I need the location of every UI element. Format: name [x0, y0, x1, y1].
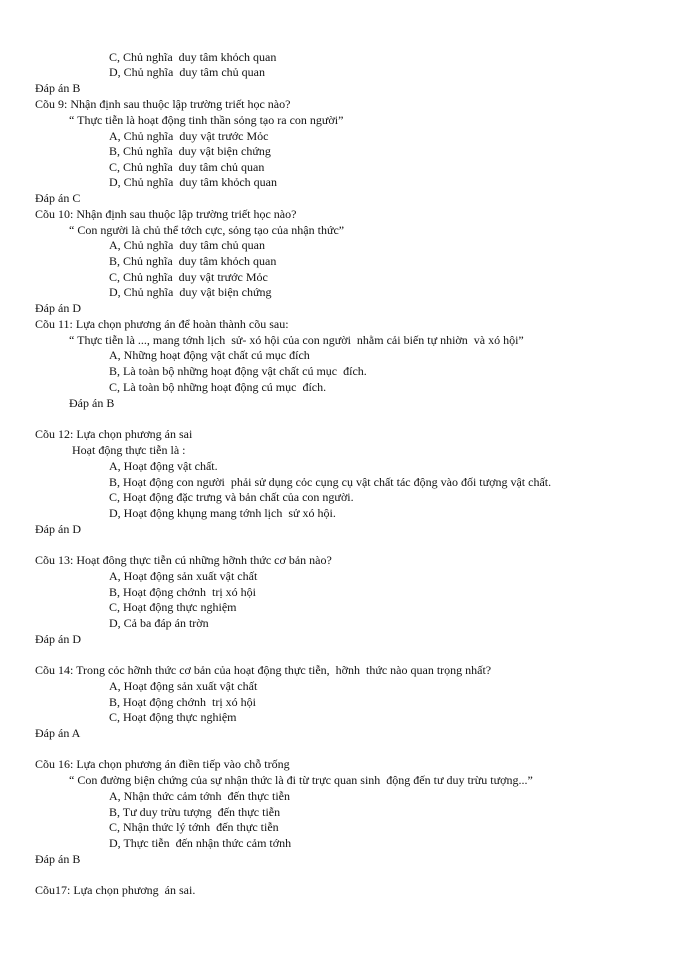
option-d: D, Chủ nghĩa duy tâm chủ quan — [109, 65, 265, 79]
option-d: D, Cả ba đáp án trờn — [109, 616, 209, 630]
option-b: B, Chủ nghĩa duy vật biện chứng — [109, 144, 271, 158]
question-12-stem: Hoạt động thực tiễn là : — [72, 443, 186, 457]
answer-key: Đáp án B — [35, 852, 81, 866]
question-9: Cõu 9: Nhận định sau thuộc lập trường triết học nào? — [35, 97, 291, 111]
option-a: A, Những hoạt động vật chất cú mục đích — [109, 348, 310, 362]
option-c: C, Hoạt động thực nghiệm — [109, 600, 237, 614]
answer-key: Đáp án B — [69, 396, 115, 410]
question-10-quote: “ Con người là chủ thể tớch cực, sỏng tạo của nhận thức” — [69, 223, 345, 237]
question-16-quote: “ Con đường biện chứng của sự nhận thức là đi từ trực quan sinh động đến tư duy trừu tượng...” — [69, 773, 533, 787]
option-c: C, Nhận thức lý tớnh đến thực tiễn — [109, 820, 279, 834]
answer-key: Đáp án D — [35, 632, 81, 646]
option-c: C, Chủ nghĩa duy vật trước Mỏc — [109, 270, 268, 284]
question-13: Cõu 13: Hoạt đông thực tiễn cú những hỡnh thức cơ bản nào? — [35, 553, 332, 567]
question-9-quote: “ Thực tiễn là hoạt động tinh thần sỏng tạo ra con người” — [69, 113, 344, 127]
answer-key: Đáp án D — [35, 301, 81, 315]
question-10: Cõu 10: Nhận định sau thuộc lập trường triết học nào? — [35, 207, 297, 221]
question-16: Cõu 16: Lựa chọn phương án điền tiếp vào chỗ trống — [35, 757, 290, 771]
answer-key: Đáp án B — [35, 81, 81, 95]
option-c: C, Chủ nghĩa duy tâm khỏch quan — [109, 50, 277, 64]
answer-key: Đáp án A — [35, 726, 81, 740]
option-c: C, Hoạt động đặc trưng và bản chất của con người. — [109, 490, 354, 504]
option-b: B, Tư duy trừu tượng đến thực tiễn — [109, 805, 281, 819]
option-d: D, Thực tiễn đến nhận thức cảm tớnh — [109, 836, 292, 850]
option-d: D, Chủ nghĩa duy vật biện chứng — [109, 285, 272, 299]
question-11-quote: “ Thực tiễn là ..., mang tớnh lịch sử- xó hội của con người nhằm cải biến tự nhiờn và xó hội” — [69, 333, 524, 347]
option-b: B, Hoạt động chớnh trị xó hội — [109, 585, 256, 599]
answer-key: Đáp án D — [35, 522, 81, 536]
option-c: C, Là toàn bộ những hoạt động cú mục đích. — [109, 380, 327, 394]
option-a: A, Chủ nghĩa duy tâm chủ quan — [109, 238, 265, 252]
option-b: B, Là toàn bộ những hoạt động vật chất cú mục đích. — [109, 364, 367, 378]
option-a: A, Nhận thức cảm tớnh đến thực tiễn — [109, 789, 290, 803]
option-a: A, Hoạt động vật chất. — [109, 459, 218, 473]
option-b: B, Hoạt động con người phải sử dụng cỏc cụng cụ vật chất tác động vào đối tượng vật chất. — [109, 475, 552, 489]
option-b: B, Chủ nghĩa duy tâm khỏch quan — [109, 254, 277, 268]
question-12: Cõu 12: Lựa chọn phương án sai — [35, 427, 193, 441]
answer-key: Đáp án C — [35, 191, 81, 205]
option-d: D, Hoạt động khụng mang tớnh lịch sử xó hội. — [109, 506, 336, 520]
option-a: A, Hoạt động sản xuất vật chất — [109, 569, 258, 583]
option-b: B, Hoạt động chớnh trị xó hội — [109, 695, 256, 709]
option-a: A, Hoạt động sản xuất vật chất — [109, 679, 258, 693]
option-c: C, Hoạt động thực nghiệm — [109, 710, 237, 724]
option-a: A, Chủ nghĩa duy vật trước Mỏc — [109, 129, 269, 143]
option-c: C, Chủ nghĩa duy tâm chủ quan — [109, 160, 265, 174]
option-d: D, Chủ nghĩa duy tâm khỏch quan — [109, 175, 277, 189]
question-11: Cõu 11: Lựa chọn phương án để hoàn thành cõu sau: — [35, 317, 289, 331]
question-14: Cõu 14: Trong cỏc hỡnh thức cơ bản của hoạt động thực tiễn, hỡnh thức nào quan trọng nhất? — [35, 663, 492, 677]
question-17: Cõu17: Lựa chọn phương án sai. — [35, 883, 196, 897]
